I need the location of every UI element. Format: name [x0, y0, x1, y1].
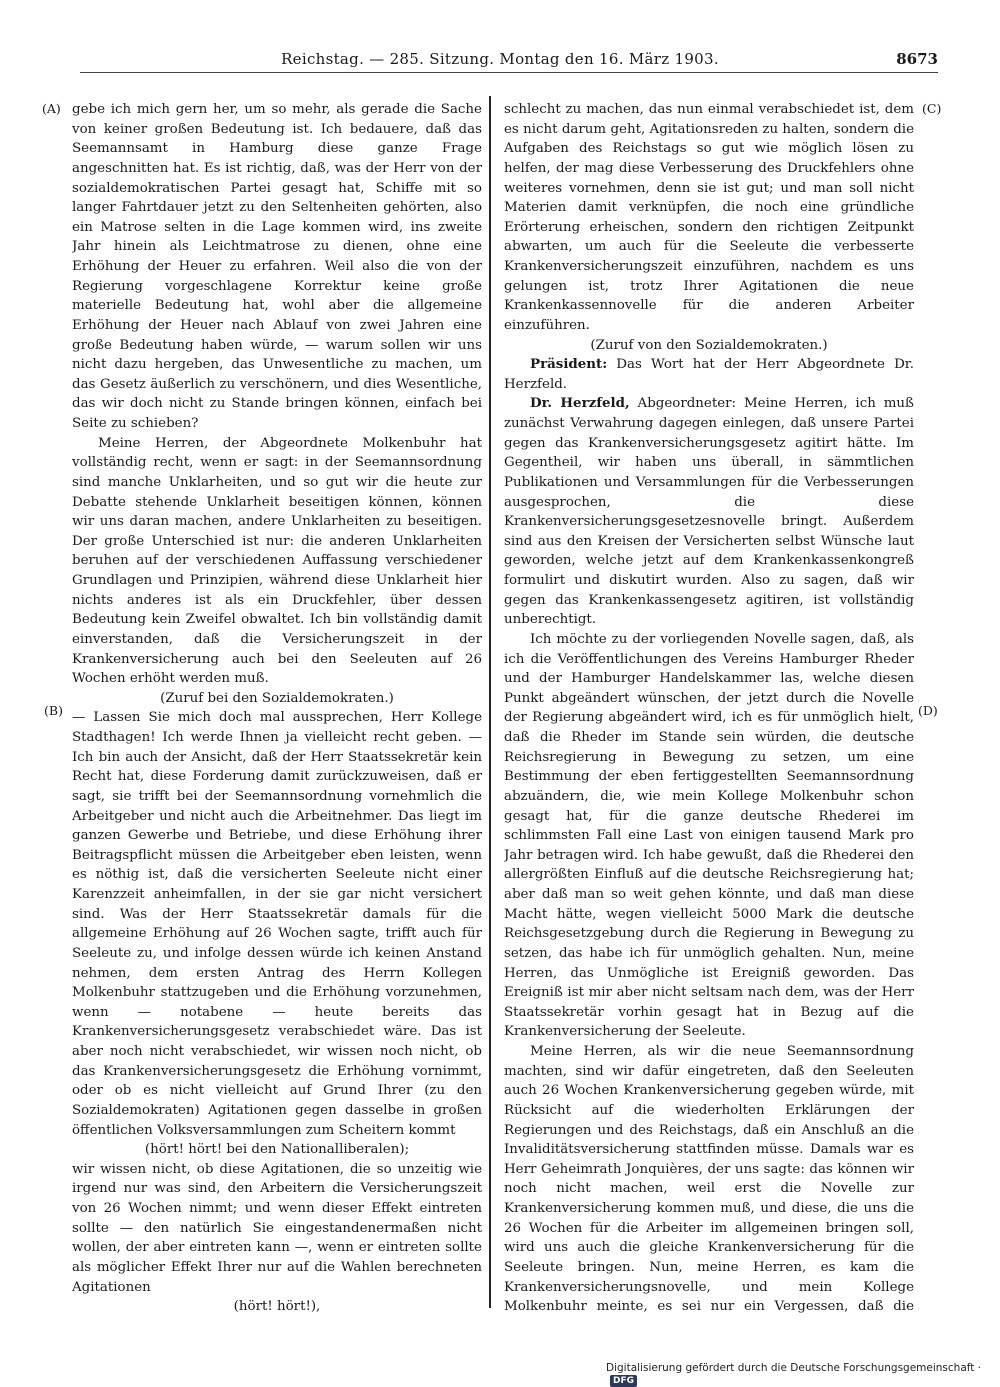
paragraph-text: wir wissen nicht, ob diese Agitationen, die so unzeitig wie irgend nur was sind, den Arbeitern die Versicherungszeit von 26 Wochen nimmt; und wenn dieser Effekt eintreten sollte — den natürlich Sie eingestandenermaßen nicht wollen, der aber eintreten kann —, wenn er eintreten sollte als möglicher Effekt Ihrer nur auf die Wahlen berechneten Agitationen [72, 1161, 482, 1295]
left-interjection [72, 1297, 482, 1315]
paragraph-text: — Lassen Sie mich doch mal aussprechen, Herr Kollege Stadthagen! Ich werde Ihnen ja vielleicht recht geben. — Ich bin auch der Ansicht, daß der Herr Staatssekretär kein Recht hat, diese Forderung damit zurückzuweisen, daß er sagt, sie trifft bei der Seemannsordnung vornehmlich die Arbeitgeber und nicht auch die Arbeitnehmer. Das liegt im ganzen Gewerbe und Betriebe, und diese Erhöhung ihrer Beitragspflicht müssen die Arbeitgeber eben leisten, wenn es nöthig ist, daß die versicherten Seeleute nicht einer Karenzzeit anheimfallen, in der sie gar nicht versichert sind. Was der Herr Staatssekretär damals für die allgemeine Erhöhung auf 26 Wochen sagte, trifft auch für Seeleute zu, und infolge dessen würde ich keinen Anstand nehmen, dem ersten Antrag des Herrn Kollegen Molkenbuhr stattzugeben und die Erhöhung vorzunehmen, wenn — notabene — heute bereits das Krankenversicherungsgesetz verabschiedet wäre. Das ist aber noch nicht verabschiedet, wir wissen noch nicht, ob das Krankenversicherungsgesetz die Erhöhung vornimmt, oder ob es nicht vielleicht auf Grund Ihrer (zu den Sozialdemokraten) Agitationen gegen dasselbe in großen öffentlichen Volksversammlungen zum Scheitern kommt [72, 710, 482, 1138]
page-number: 8673 [896, 50, 938, 68]
paragraph-text: Das Wort hat der Herr Abgeordnete Dr. Herzfeld. [504, 357, 914, 392]
footer-separator: · [974, 1362, 982, 1374]
right-paragraph [504, 394, 914, 630]
left-paragraph [72, 434, 482, 689]
right-paragraph [504, 630, 914, 1042]
page-header [40, 44, 960, 70]
header-rule [80, 72, 938, 73]
paragraph-text: gebe ich mich gern her, um so mehr, als gerade die Sache von keiner großen Bedeutung ist. Ich bedauere, daß das Seemannsamt in Hamburg diese ganze Frage angeschnitten hat. Es ist richtig, daß, was der Herr von der sozialdemokratischen Partei gesagt hat, Schiffe mit so langer Fahrtdauer jetzt zu den Seltenheiten gehörten, also ein Matrose selten in die Lage kommen wird, ins zweite Jahr hinein als Leichtmatrose zu dienen, ohne eine Erhöhung der Heuer zu erfahren. Weil also die von der Regierung vorgeschlagene Korrektur keine große materielle Bedeutung hat, wohl aber die allgemeine Erhöhung der Heuer nach Ablauf von zwei Jahren eine große Bedeutung haben würde, — warum sollen wir uns nicht dazu hergeben, das Unwesentliche zu machen, um das Gesetz äußerlich zu verschönern, und dies Wesentliche, das wir doch nicht zu Stande bringen können, einfach bei Seite zu schieben? [72, 102, 482, 431]
margin-marker-d: (D) [918, 703, 938, 718]
paragraph-text: Ich möchte zu der vorliegenden Novelle sagen, daß, als ich die Veröffentlichungen des Vereins Hamburger Rheder und der Hamburger Handelskammer las, welche diesen Punkt abgeändert wünschen, der jetzt durch die Novelle der Regierung abgeändert wird, ich es für unmöglich hielt, daß die Rheder im Stande sein würden, die deutsche Reichsregierung in Bewegung zu setzen, um eine Bestimmung der eben fertiggestellten Seemannsordnung abzuändern, die, wie mein Kollege Molkenbuhr schon gesagt hat, für die ganze deutsche Rhederei im schlimmsten Fall eine Last von einigen tausend Mark pro Jahr betragen wird. Ich habe gewußt, daß die Rhederei den allergrößten Einfluß auf die deutsche Reichsregierung hat; aber daß man so weit gehen könnte, und daß man diese Macht hätte, wegen vielleicht 5000 Mark die deutsche Reichsgesetzgebung durch die Regierung in Bewegung zu setzen, das habe ich für unmöglich gehalten. Nun, meine Herren, das Unmögliche ist Ereigniß geworden. Das Ereigniß ist mir aber nicht seltsam nach dem, was der Herr Staatssekretär vorhin gesagt hat in Bezug auf die Krankenversicherung der Seeleute. [504, 631, 914, 1040]
right-interjection [504, 336, 914, 356]
speaker-name: Dr. Herzfeld, [530, 395, 630, 412]
paragraph-text: (Zuruf bei den Sozialdemokraten.) [160, 690, 394, 706]
paragraph-text: (Zuruf von den Sozialdemokraten.) [590, 337, 828, 353]
left-paragraph [72, 1160, 482, 1297]
speaker-name: Präsident: [530, 356, 608, 373]
margin-marker-c: (C) [922, 101, 942, 116]
margin-marker-a: (A) [42, 101, 61, 116]
right-paragraph [504, 355, 914, 394]
right-paragraph [504, 1042, 914, 1315]
paragraph-text: (hört! hört!), [233, 1299, 321, 1315]
paragraph-text: (hört! hört! bei den Nationalliberalen); [144, 1142, 410, 1158]
paragraph-text: schlecht zu machen, das nun einmal verabschiedet ist, dem es nicht darum geht, Agitationsreden zu halten, sondern die Aufgaben des Reichstags so gut wie möglich lösen zu helfen, der mag diese Verbesserung des Druckfehlers ohne weiteres vornehmen, denn sie ist gut; und man soll nicht Materien damit verknüpfen, die noch eine gründliche Erörterung erheischen, sondern den richtigen Zeitpunkt abwarten, um auch für die Seeleute die verbesserte Krankenversicherungszeit einzuführen, nachdem es uns gelungen ist, trotz Ihrer Agitationen die neue Krankenkassennovelle für die anderen Arbeiter einzuführen. [504, 102, 914, 333]
footer-text: Digitalisierung gefördert durch die Deutsche Forschungsgemeinschaft [606, 1362, 975, 1374]
margin-marker-b: (B) [44, 703, 63, 718]
left-paragraph [72, 100, 482, 434]
left-paragraph [72, 708, 482, 1140]
right-column [504, 100, 914, 1315]
left-column [72, 100, 482, 1315]
dfg-logo: DFG [610, 1375, 637, 1387]
running-title: Reichstag. — 285. Sitzung. Montag den 16. März 1903. [281, 50, 719, 68]
footer-credit [606, 1362, 1000, 1387]
left-interjection [72, 1140, 482, 1160]
paragraph-text: Meine Herren, als wir die neue Seemannsordnung machten, sind wir dafür eingetreten, daß den Seeleuten auch 26 Wochen Krankenversicherung gegeben würde, mit Rücksicht auf die wiederholten Erklärungen der Regierungen und des Reichstags, daß ein Anschluß an die Invaliditätsversicherung stattfinden müsse. Damals war es Herr Geheimrath Jonquières, der uns sagte: das können wir noch nicht machen, weil erst die Novelle zur Krankenversicherung kommen muß, und diese, die uns die 26 Wochen für die Arbeiter im allgemeinen bringen soll, wird uns auch die gleiche Krankenversicherung für die Seeleute bringen. Nun, meine Herren, es kam die Krankenversicherungsnovelle, und mein Kollege Molkenbuhr meinte, es sei nur ein Vergessen, daß die [504, 1044, 914, 1315]
left-interjection [72, 689, 482, 709]
column-divider [489, 96, 491, 1308]
right-paragraph [504, 100, 914, 336]
paragraph-text: Abgeordneter: Meine Herren, ich muß zunächst Verwahrung dagegen einlegen, daß unsere Partei gegen das Krankenversicherungsgesetz agitirt hätte. Im Gegentheil, wir haben uns überall, in sämmtlichen Publikationen und Versammlungen für die Verbesserungen ausgesprochen, die diese Krankenversicherungsgesetzesnovelle bringt. Außerdem sind aus den Kreisen der Versicherten selbst Wünsche laut geworden, welche jetzt auf dem Krankenkassenkongreß formulirt und diskutirt wurden. Also zu sagen, daß wir gegen das Krankenkassengesetz agitiren, ist vollständig unberechtigt. [504, 396, 914, 628]
paragraph-text: Meine Herren, der Abgeordnete Molkenbuhr hat vollständig recht, wenn er sagt: in der Seemannsordnung sind manche Unklarheiten, und so gut wir die heute zur Debatte stehende Unklarheit beseitigen können, können wir uns daran machen, andere Unklarheiten zu beseitigen. Der große Unterschied ist nur: die anderen Unklarheiten beruhen auf der verschiedenen Auffassung verschiedener Grundlagen und Prinzipien, während diese Unklarheit hier nichts anderes ist als ein Druckfehler, über dessen Bedeutung kein Zweifel obwaltet. Ich bin vollständig damit einverstanden, daß die Versicherungszeit in der Krankenversicherung auch bei den Seeleuten auf 26 Wochen erhöht werden muß. [72, 435, 482, 687]
